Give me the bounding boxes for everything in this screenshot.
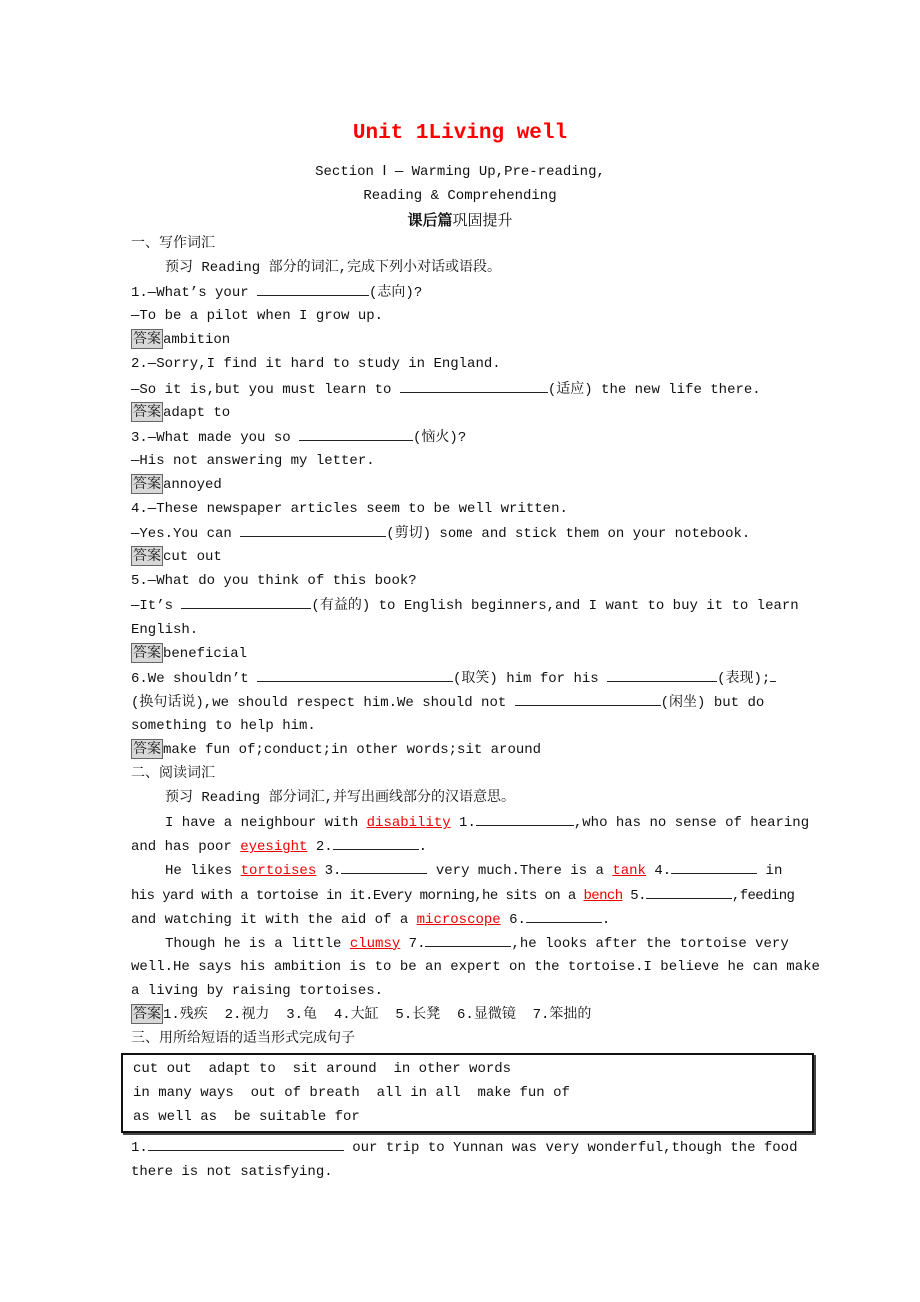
text: —It’s — [131, 598, 182, 615]
text: (闲坐) but do — [660, 694, 765, 711]
text: ,he looks after the tortoise very — [511, 935, 789, 952]
underlined-word: eyesight — [240, 839, 308, 856]
blank — [515, 690, 661, 706]
text: in — [757, 863, 783, 880]
q5-reply — [131, 593, 806, 617]
blank — [148, 1135, 344, 1151]
blank — [770, 666, 776, 682]
answer-text: make fun of;conduct;in other words;sit around — [163, 741, 542, 758]
answer-1 — [131, 328, 806, 352]
part2-instruction: 预习 Reading 部分词汇,并写出画线部分的汉语意思。 — [165, 790, 516, 807]
text: 1. — [450, 815, 476, 832]
part2-heading: 二、阅读词汇 — [131, 766, 215, 783]
passage-line — [131, 883, 806, 907]
answer-2 — [131, 401, 806, 425]
q6-line-2 — [131, 690, 806, 714]
answer-text: 1.残疾 2.视力 3.龟 4.大缸 5.长凳 6.显微镜 7.笨拙的 — [163, 1007, 592, 1023]
text: He likes — [165, 863, 241, 880]
text: 5. — [622, 887, 646, 904]
answer-text: adapt to — [163, 404, 231, 421]
answer-text: beneficial — [163, 645, 248, 662]
underlined-word: disability — [366, 815, 451, 832]
underlined-word: tortoises — [240, 863, 317, 880]
answer-4 — [131, 545, 806, 569]
text: (剪切) some and stick them on your notebook. — [386, 526, 751, 543]
text: 4. — [645, 863, 672, 880]
answer-label: 答案 — [133, 475, 161, 492]
q4-line: 4.—These newspaper articles seem to be well written. — [131, 501, 568, 518]
section-subtitle: Section Ⅰ — Warming Up,Pre-reading, — [315, 164, 605, 180]
text: (恼火)? — [413, 429, 467, 446]
text: and has poor — [131, 839, 241, 856]
text: and watching it with the aid of a — [131, 911, 417, 928]
passage-line — [131, 810, 810, 834]
blank — [240, 521, 386, 537]
blank — [257, 666, 453, 682]
answer-label: 答案 — [133, 331, 161, 348]
subheading-bold: 课后篇 — [407, 211, 453, 229]
answer-label: 答案 — [133, 403, 161, 420]
blank — [671, 858, 757, 874]
blank — [299, 425, 413, 441]
underlined-word: bench — [583, 887, 623, 904]
blank — [526, 907, 602, 923]
text: 6.We shouldn’t — [131, 670, 258, 687]
blank — [425, 931, 511, 947]
q1-line — [131, 280, 806, 304]
answer-3 — [131, 473, 806, 497]
phrase-line: as well as be suitable for — [133, 1109, 360, 1126]
answer-part2 — [131, 1003, 806, 1027]
blank — [257, 280, 369, 296]
text: . — [418, 839, 428, 856]
document-body — [131, 232, 820, 1184]
underlined-word: clumsy — [349, 935, 401, 952]
phrase-line: cut out adapt to sit around in other words — [133, 1061, 512, 1078]
text: 3.—What made you so — [131, 429, 300, 446]
underlined-word: tank — [612, 863, 646, 880]
part3-heading: 三、用所给短语的适当形式完成句子 — [131, 1031, 355, 1048]
text: (适应) the new life there. — [547, 381, 761, 398]
q5-reply-cont: English. — [131, 621, 199, 638]
text: . — [601, 911, 611, 928]
text: —Yes.You can — [131, 526, 241, 543]
answer-5 — [131, 642, 806, 666]
passage-line — [131, 858, 806, 882]
passage-line: a living by raising tortoises. — [131, 982, 384, 999]
q2-reply — [131, 377, 806, 401]
text: ,feeding — [731, 887, 795, 904]
blank — [646, 883, 732, 899]
text: very much.There is a — [427, 863, 613, 880]
passage-line — [131, 834, 806, 858]
text: (取笑) him for his — [453, 670, 608, 687]
passage-line — [131, 931, 806, 955]
phrase-box — [121, 1053, 814, 1133]
part3-q1-cont: there is not satisfying. — [131, 1163, 333, 1180]
part1-heading: 一、写作词汇 — [131, 236, 215, 252]
answer-text: ambition — [163, 332, 231, 349]
text: 3. — [316, 863, 342, 880]
q6-line — [131, 666, 806, 690]
q1-reply: —To be a pilot when I grow up. — [131, 308, 384, 325]
text: 2. — [307, 839, 333, 856]
q5-line: 5.—What do you think of this book? — [131, 573, 417, 590]
subheading-rest: 巩固提升 — [452, 211, 513, 229]
text: (志向)? — [369, 285, 423, 302]
phrase-line: in many ways out of breath all in all make fun of — [133, 1085, 570, 1102]
subheading — [0, 208, 920, 232]
blank — [181, 593, 311, 609]
answer-label: 答案 — [133, 548, 161, 565]
blank — [476, 810, 574, 826]
text: ,who has no sense of hearing — [573, 815, 810, 832]
text: 6. — [500, 911, 526, 928]
blank — [607, 666, 717, 682]
blank — [333, 834, 419, 850]
answer-text: cut out — [163, 549, 222, 566]
text: —So it is,but you must learn to — [131, 381, 400, 398]
q3-reply: —His not answering my letter. — [131, 452, 375, 469]
text: our trip to Yunnan was very wonderful,though the food — [343, 1140, 798, 1157]
answer-label: 答案 — [133, 644, 161, 661]
q6-line-3: something to help him. — [131, 717, 316, 734]
text: I have a neighbour with — [165, 815, 367, 832]
blank — [341, 858, 427, 874]
text: his yard with a tortoise in it.Every morning,he sits on a — [131, 887, 584, 904]
answer-label: 答案 — [133, 740, 161, 757]
passage-line: well.He says his ambition is to be an expert on the tortoise.I believe he can make — [131, 958, 820, 975]
q2-line: 2.—Sorry,I find it hard to study in England. — [131, 356, 501, 373]
part1-instruction: 预习 Reading 部分的词汇,完成下列小对话或语段。 — [165, 260, 502, 277]
text: (有益的) to English beginners,and I want to buy it to learn — [311, 598, 799, 615]
text: 1.—What’s your — [131, 285, 258, 302]
part3-q1 — [131, 1135, 806, 1159]
text: (表现); — [717, 670, 771, 687]
q4-reply — [131, 521, 806, 545]
blank — [400, 377, 548, 393]
text: 1. — [131, 1140, 148, 1157]
answer-text: annoyed — [163, 476, 222, 493]
underlined-word: microscope — [416, 911, 501, 928]
answer-6 — [131, 738, 806, 762]
page-title: Unit 1Living well — [352, 122, 568, 145]
answer-label: 答案 — [133, 1006, 161, 1022]
q3-line — [131, 425, 806, 449]
text: Though he is a little — [165, 935, 350, 952]
text: 7. — [400, 935, 426, 952]
passage-line — [131, 907, 806, 931]
text: (换句话说),we should respect him.We should not — [131, 694, 515, 711]
section-subtitle-2: Reading & Comprehending — [363, 188, 557, 204]
